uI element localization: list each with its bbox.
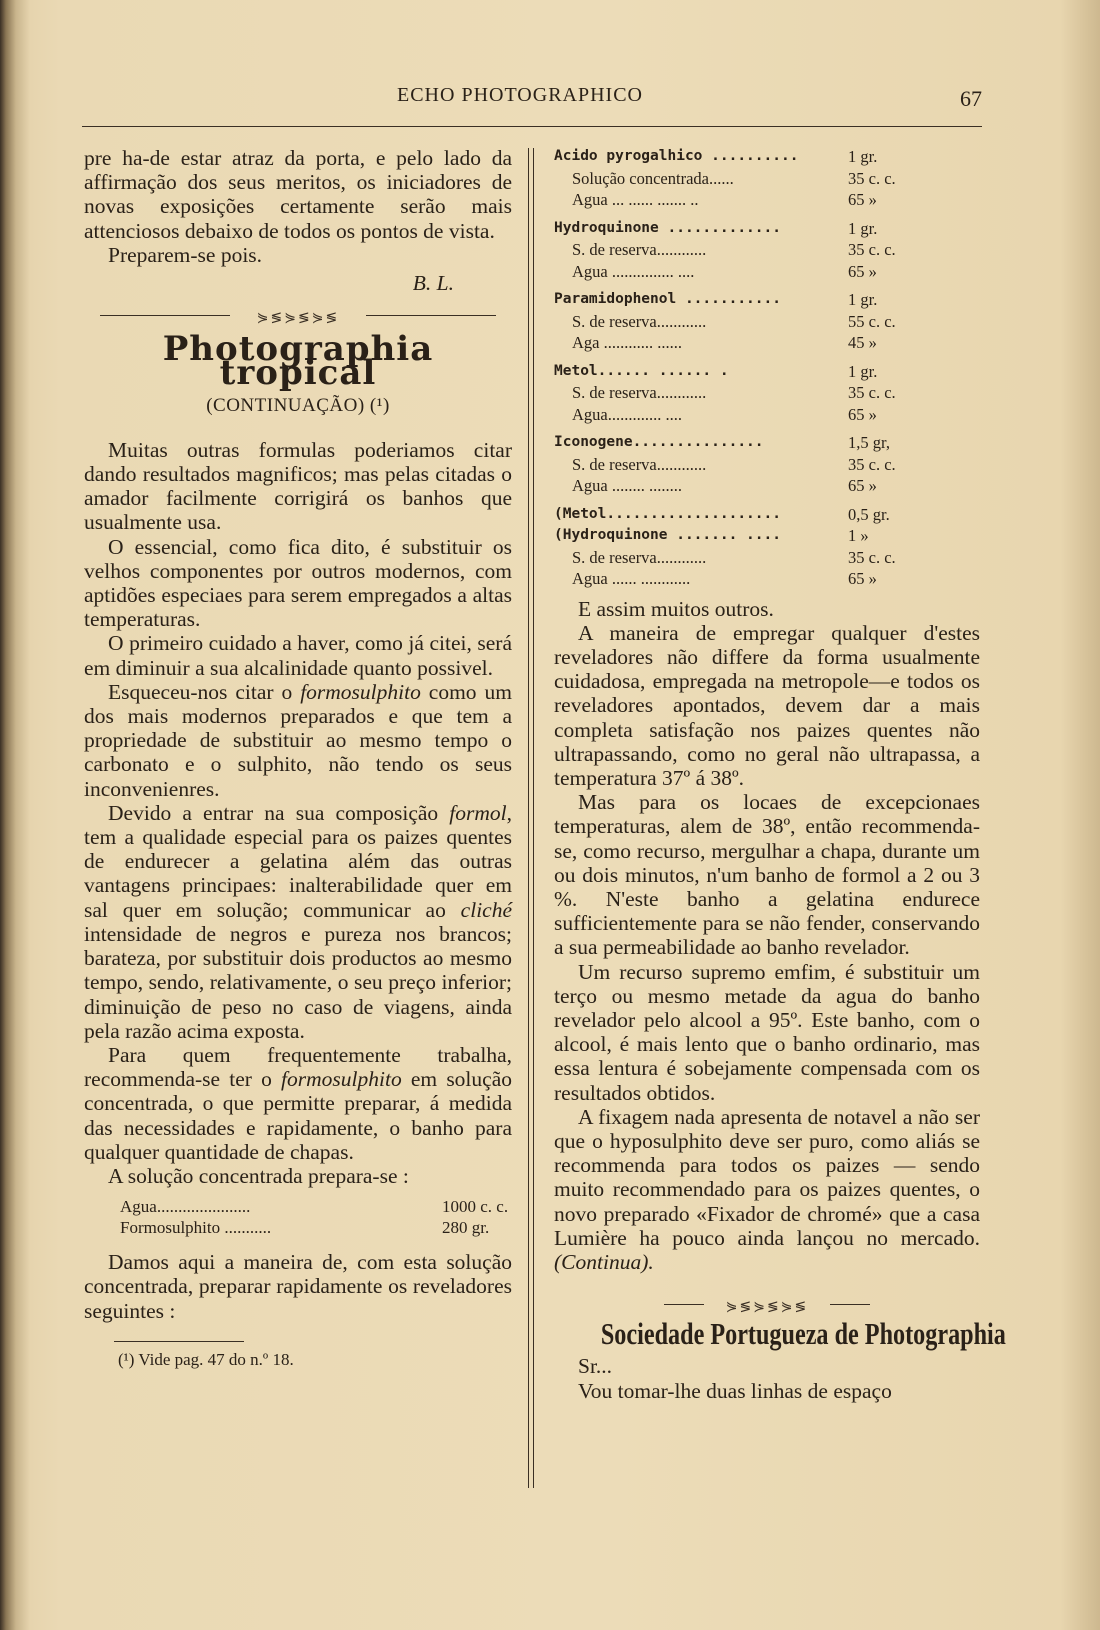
solution-table [84,1196,512,1238]
ingredient-name: Paramidophenol ........... [554,291,781,307]
ingredient-quantity: 45 » [848,333,877,352]
paragraph: Para quem frequentemente trabalha, recommenda-se ter o formosulphito em solução concentrada, o que permitte preparar, á medida das necessidades e rapidamente, o banho para qualquer quantidade de chapas. [84,1042,512,1164]
article-title: Photographia tropical [162,329,434,394]
recipe-group [554,146,980,211]
recipe-row [554,189,980,211]
ingredient-quantity: 65 » [848,261,877,281]
paragraph: Mas para os locaes de excepcionaes temperaturas, alem de 38º, então recommenda-se, como recurso, mergulhar a chapa, durante um ou dois minutos, n'um banho de formol a 2 ou 3 %. N'este banho a gelatina endurece sufficientemente para se não fender, conservando a sua permeabilidade ao banho revelador. [554,790,980,960]
ingredient-quantity: 1 gr. [848,218,878,238]
recipe-row [554,261,980,283]
paragraph: Muitas outras formulas poderiamos citar dando resultados magnificos; mas pelas citadas o amador facilmente corrigirá os banhos que usualmente usa. [84,437,512,535]
recipe-row [554,504,980,526]
paragraph: Preparem-se pois. [108,242,263,267]
ingredient-name: Agua ............... .... [572,261,695,281]
ingredient-name: Agua............. .... [572,404,682,424]
ingredient-quantity: 65 » [848,404,877,424]
ingredient-name: Agua ........ ........ [572,476,682,495]
ingredient-quantity: 0,5 gr. [848,504,890,524]
article-subtitle: (CONTINUAÇÃO) (¹) [206,394,390,416]
recipe-row [554,547,980,569]
recipe-row [554,432,980,454]
paragraph: O essencial, como fica dito, é substituir os velhos componentes por outros modernos, com aptidões especiaes para serem empregados a altas temperaturas. [84,534,512,632]
ingredient-quantity: 35 c. c. [848,168,896,188]
paragraph: A fixagem nada apresenta de notavel a não ser que o hyposulphito deve ser puro, como aliás se recommenda para todos os paizes — sendo muito recommendado para os paizes quentes, o novo preparado «Fixador de chromé» que a casa Lumière ha pouco ainda lançou no mercado. (Continua). [554,1104,980,1274]
recipe-row [554,404,980,426]
ingredient-name: S. de reserva............ [572,240,707,259]
recipe-row [554,289,980,311]
ingredient-quantity: 65 » [848,476,877,495]
paragraph: Devido a entrar na sua composição formol, tem a qualidade especial para os paizes quentes de endurecer a gelatina além das outras vantagens principaes: inalterabilidade quer em sal quer em solução; communicar ao cliché intensidade de negros e pureza nos brancos; barateza, por substituir dois productos ao mesmo tempo, sendo, relativamente, o seu preço inferior; diminuição de peso no caso de viagens, ainda pela razão acima exposta. [84,800,512,1043]
paragraph: Damos aqui a maneira de, com esta solução concentrada, preparar rapidamente os reveladores seguintes : [84,1250,512,1323]
right-column [554,146,1006,1403]
column-divider [528,148,529,1488]
ingredient-name: Metol...... ...... . [554,362,729,379]
recipe-row [554,568,980,590]
recipe-row [554,332,980,354]
footnote: (¹) Vide pag. 47 do n.º 18. [118,1349,294,1369]
developer-recipes [554,146,980,590]
ingredient-quantity: 35 c. c. [848,383,896,402]
ingredient-name: Iconogene............... [554,434,764,450]
paragraph: E assim muitos outros. [578,596,774,621]
recipe-row [554,311,980,333]
paragraph: A solução concentrada prepara-se : [108,1163,409,1188]
footnote-rule [114,1341,244,1342]
ingredient-quantity: 1 gr. [848,361,878,381]
left-column [84,146,512,1372]
recipe-row [554,361,980,383]
ingredient-quantity: 1 gr. [848,147,878,166]
ingredient-quantity: 65 » [848,190,877,209]
recipe-row [554,239,980,261]
ingredient-quantity: 35 c. c. [848,240,896,259]
recipe-row [554,525,980,547]
ingredient-name: (Metol.................... [554,505,781,522]
section-title: Sociedade Portugueza de Photographia [600,1316,1006,1352]
ingredient-name: Acido pyrogalhico .......... [554,148,799,164]
recipe-row [554,475,980,497]
ingredient-quantity: 1,5 gr, [848,433,890,452]
ingredient-quantity: 1 gr. [848,290,878,309]
paragraph: Um recurso supremo emfim, é substituir um terço ou mesmo metade da agua do banho revelador pelo alcool a 95º. Este banho, com o alcool, é mais lento que o banho ordinario, mas essa lentura é sobejamente compensada com os resultados obtidos. [554,959,980,1105]
recipe-row [554,382,980,404]
page-number: 67 [960,86,982,111]
recipe-row [554,454,980,476]
ingredient-name: Hydroquinone ............. [554,219,781,236]
paragraph: Esqueceu-nos citar o formosulphito como um dos mais modernos preparados e que tem a propriedade de substituir ao mesmo tempo o carbonato e o sulphito, não tendo os seus inconvenienres. [84,679,512,801]
ingredient-quantity: 55 c. c. [848,311,896,331]
table-row: Agua...................... 1000 c. c. [120,1197,509,1217]
table-row: Formosulphito ........... 280 gr. [120,1218,490,1238]
ingredient-name: (Hydroquinone ....... .... [554,527,781,543]
ingredient-name: S. de reserva............ [572,547,707,567]
ingredient-quantity: 35 c. c. [848,547,896,567]
header-rule [82,126,982,127]
ingredient-name: Agua ...... ............ [572,569,691,588]
journal-title: ECHO PHOTOGRAPHICO [397,84,643,106]
signature: B. L. [412,271,454,296]
recipe-group [554,361,980,426]
recipe-row [554,146,980,168]
recipe-group [554,504,980,590]
running-header [82,84,982,114]
paragraph: O primeiro cuidado a haver, como já citei, será em diminuir a sua alcalinidade quanto possivel. [84,631,512,680]
ingredient-quantity: 65 » [848,569,877,588]
ornament-divider: ⋟≶⋟≶⋟≶ [84,307,512,323]
column-divider [533,148,534,1488]
ingredient-name: Solução concentrada...... [572,168,734,188]
paragraph: Vou tomar-lhe duas linhas de espaço [578,1378,892,1403]
ingredient-name: S. de reserva............ [572,383,707,402]
ornament-divider: ⋟≶⋟≶⋟≶ [554,1296,980,1312]
recipe-row [554,168,980,190]
recipe-group [554,218,980,283]
recipe-group [554,432,980,497]
paragraph: pre ha-de estar atraz da porta, e pelo lado da affirmação dos seus meritos, os iniciadores de novas exposições certamente serão mais attenciosos debaixo de todos os pontos de vista. [84,146,512,243]
ingredient-name: S. de reserva............ [572,454,707,474]
recipe-row [554,218,980,240]
ingredient-quantity: 35 c. c. [848,454,896,474]
ingredient-name: Agua ... ...... ....... .. [572,190,699,209]
salutation: Sr... [578,1354,613,1379]
recipe-group [554,289,980,354]
ingredient-name: S. de reserva............ [572,311,707,331]
ingredient-name: Aga ............ ...... [572,333,682,352]
paragraph: A maneira de empregar qualquer d'estes reveladores não differe da forma usualmente cuidadosa, empregada na metropole—e todos os reveladores apontados, devem dar a mais completa satisfação nos paizes quentes não ultrapassando, como no geral não ultrapassa, a temperatura 37º á 38º. [554,620,980,790]
ingredient-quantity: 1 » [848,526,869,545]
